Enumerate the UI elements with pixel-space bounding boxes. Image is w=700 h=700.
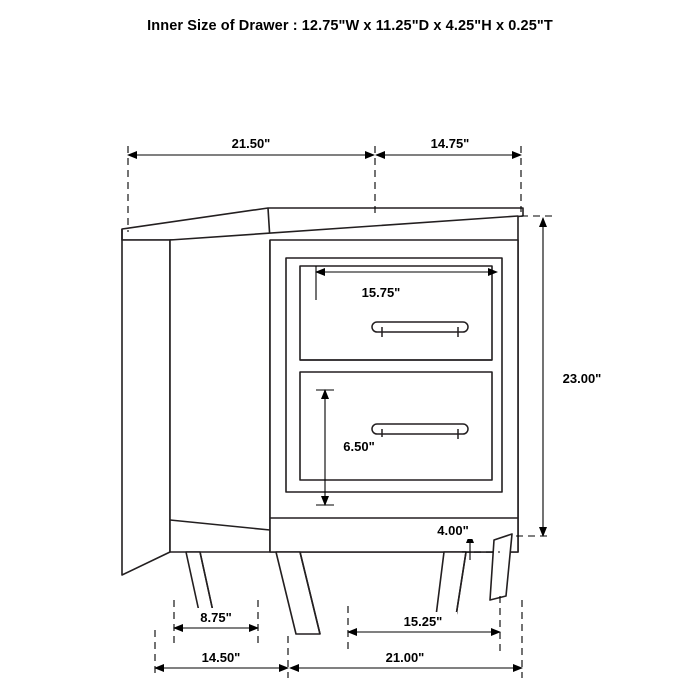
dim-label-base-depth: 14.50" xyxy=(201,650,241,665)
dim-label-top-right-depth: 14.75" xyxy=(430,136,470,151)
dim-label-top-left-width: 21.50" xyxy=(231,136,271,151)
dim-label-upper-drawer-width: 15.75" xyxy=(361,285,401,300)
dim-label-leg-span-right: 15.25" xyxy=(403,614,443,629)
dim-label-lower-drawer-height: 6.50" xyxy=(343,439,375,454)
dim-label-leg-height: 4.00" xyxy=(437,523,469,538)
dim-label-overall-height: 23.00" xyxy=(562,371,602,386)
dim-label-leg-span-left: 8.75" xyxy=(200,610,232,625)
dim-label-base-width: 21.00" xyxy=(385,650,425,665)
page-title: Inner Size of Drawer : 12.75"W x 11.25"D x 4.25"H x 0.25"T xyxy=(147,18,553,34)
